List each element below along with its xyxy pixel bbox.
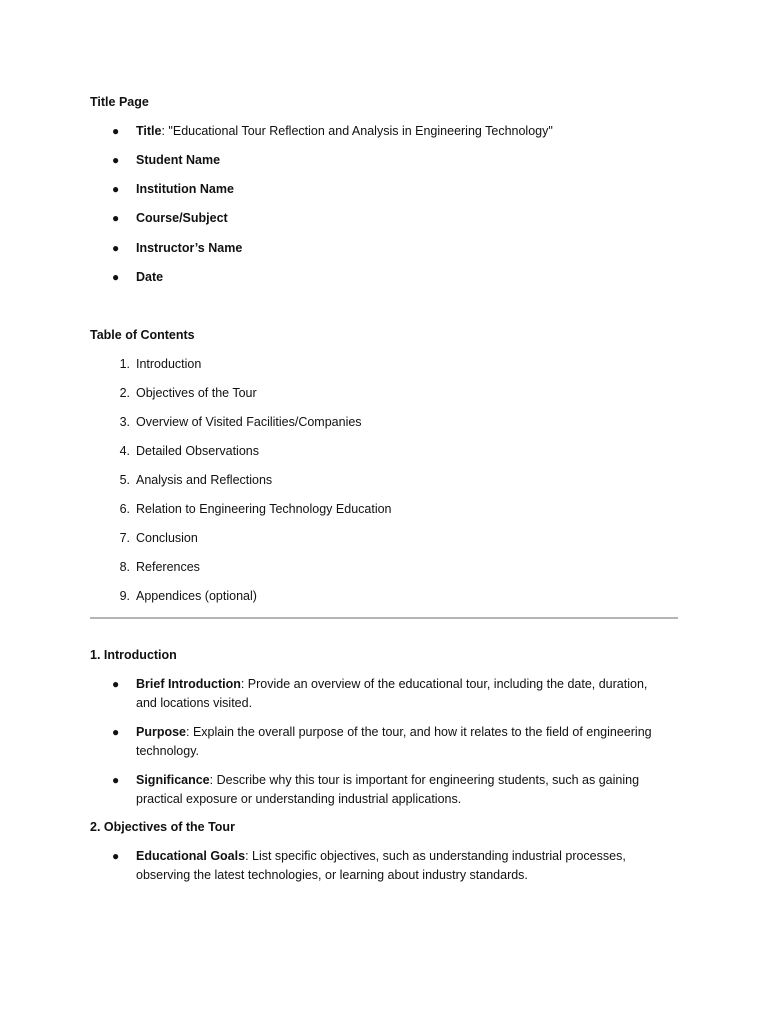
student-name-item <box>136 151 666 170</box>
item-label: Institution Name <box>136 182 234 196</box>
bullet-icon: ● <box>112 849 120 863</box>
brief-introduction-item <box>136 675 666 712</box>
bullet-icon: ● <box>112 124 120 138</box>
toc-item: Appendices (optional) <box>136 589 257 603</box>
item-text: : "Educational Tour Reflection and Analysis in Engineering Technology" <box>161 124 553 138</box>
title-item <box>136 122 666 141</box>
item-text: : Explain the overall purpose of the tour, and how it relates to the field of engineering technology. <box>136 725 652 758</box>
toc-number: 4. <box>119 444 130 458</box>
title-page-heading: Title Page <box>90 95 149 109</box>
item-label: Title <box>136 124 162 138</box>
toc-item: Analysis and Reflections <box>136 473 273 487</box>
bullet-icon: ● <box>112 725 120 739</box>
section-1-heading: 1. Introduction <box>90 648 177 662</box>
toc-heading: Table of Contents <box>90 328 195 342</box>
toc-item: Relation to Engineering Technology Education <box>136 502 392 516</box>
toc-item: Introduction <box>136 357 202 371</box>
toc-number: 6. <box>119 502 130 516</box>
purpose-item <box>136 723 666 760</box>
item-label: Date <box>136 270 164 284</box>
item-text: : Provide an overview of the educational tour, including the date, duration, and locations visited. <box>136 677 648 710</box>
course-subject-item <box>136 209 666 228</box>
item-label: Purpose <box>136 725 187 739</box>
toc-item: Objectives of the Tour <box>136 386 257 400</box>
item-text: : List specific objectives, such as understanding industrial processes, observing the latest technologies, or learning about industry standards. <box>136 849 626 882</box>
toc-number: 7. <box>119 531 130 545</box>
toc-item: Overview of Visited Facilities/Companies <box>136 415 362 429</box>
bullet-icon: ● <box>112 270 120 284</box>
item-label: Significance <box>136 773 210 787</box>
item-text: : Describe why this tour is important for engineering students, such as gaining practical exposure or understanding industrial applications. <box>136 773 640 806</box>
institution-name-item <box>136 180 666 199</box>
item-label: Educational Goals <box>136 849 246 863</box>
bullet-icon: ● <box>112 241 120 255</box>
toc-number: 8. <box>119 560 130 574</box>
toc-item: References <box>136 560 200 574</box>
toc-number: 1. <box>119 357 130 371</box>
toc-number: 3. <box>119 415 130 429</box>
toc-item: Detailed Observations <box>136 444 259 458</box>
bullet-icon: ● <box>112 211 120 225</box>
educational-goals-item <box>136 847 666 884</box>
toc-item: Conclusion <box>136 531 198 545</box>
toc-number: 9. <box>119 589 130 603</box>
bullet-icon: ● <box>112 153 120 167</box>
item-label: Brief Introduction <box>136 677 241 691</box>
toc-number: 5. <box>119 473 130 487</box>
bullet-icon: ● <box>112 182 120 196</box>
item-label: Instructor’s Name <box>136 241 243 255</box>
section-2-heading: 2. Objectives of the Tour <box>90 820 235 834</box>
bullet-icon: ● <box>112 773 120 787</box>
toc-number: 2. <box>119 386 130 400</box>
significance-item <box>136 771 666 808</box>
instructor-name-item <box>136 239 666 258</box>
date-item <box>136 268 666 287</box>
item-label: Student Name <box>136 153 221 167</box>
item-label: Course/Subject <box>136 211 228 225</box>
horizontal-rule <box>90 617 678 619</box>
bullet-icon: ● <box>112 677 120 691</box>
